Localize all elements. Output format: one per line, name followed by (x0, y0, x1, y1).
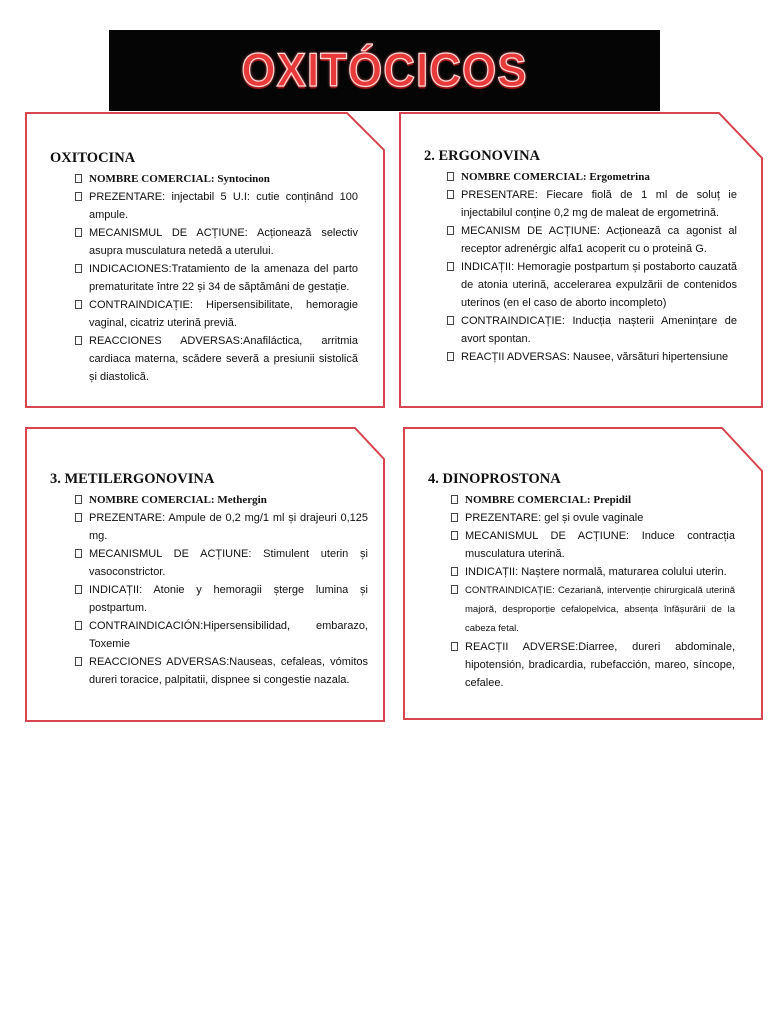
checkbox-icon (75, 585, 82, 594)
checkbox-icon (447, 262, 454, 271)
checkbox-icon (75, 549, 82, 558)
checkbox-icon (447, 226, 454, 235)
list-item: PREZENTARE: Ampule de 0,2 mg/1 ml și drajeuri 0,125 mg. (75, 509, 368, 545)
list-item: PREZENTARE: gel și ovule vaginale (451, 509, 735, 527)
list-item: INDICACIONES:Tratamiento de la amenaza del parto prematuritate între 22 și 34 de săptămâni de gestație. (75, 260, 358, 296)
checkbox-icon (75, 495, 82, 504)
checkbox-icon (447, 172, 454, 181)
checkbox-icon (75, 228, 82, 237)
list-item: CONTRAINDICAȚIE: Hipersensibilitate, hemoragie vaginal, cicatriz uterină previă. (75, 296, 358, 332)
list-item: MECANISMUL DE ACȚIUNE: Induce contracția musculatura uterină. (451, 527, 735, 563)
card-dinoprostona (403, 427, 763, 720)
list-item: CONTRAINDICACIÓN:Hipersensibilidad, embarazo, Toxemie (75, 617, 368, 653)
checkbox-icon (451, 513, 458, 522)
list-item: CONTRAINDICAȚIE: Cezariană, intervenție chirurgicală uterină majoră, desproporție cefalopelvica, absența înfășurării de la cabeza fetal. (451, 581, 735, 638)
card-title: 3. METILERGONOVINA (50, 471, 215, 487)
checkbox-icon (75, 657, 82, 666)
checkbox-icon (447, 190, 454, 199)
card-items (447, 168, 737, 366)
checkbox-icon (451, 642, 458, 651)
list-item: REACCIONES ADVERSAS:Nauseas, cefaleas, vómitos dureri toracice, palpitatii, dispnee si congestie nazala. (75, 653, 368, 689)
checkbox-icon (447, 352, 454, 361)
list-item: INDICAȚII: Atonie y hemoragii șterge lumina și postpartum. (75, 581, 368, 617)
checkbox-icon (451, 585, 458, 594)
card-title: 2. ERGONOVINA (424, 148, 541, 164)
list-item: REACȚII ADVERSE:Diarree, dureri abdominale, hipotensión, bradicardia, rubefacción, mareo, síncope, cefalee. (451, 638, 735, 692)
checkbox-icon (75, 192, 82, 201)
checkbox-icon (75, 264, 82, 273)
list-item: INDICAȚII: Hemoragie postpartum și postaborto cauzată de atonia uterină, accelerarea expulzării de contenidos uterinos (en el caso de aborto incompleto) (447, 258, 737, 312)
checkbox-icon (75, 336, 82, 345)
checkbox-icon (451, 567, 458, 576)
card-title: 4. DINOPROSTONA (428, 471, 561, 487)
list-item: NOMBRE COMERCIAL: Methergin (75, 491, 368, 509)
title-banner (109, 30, 660, 111)
list-item: INDICAȚII: Naștere normală, maturarea colului uterin. (451, 563, 735, 581)
checkbox-icon (451, 495, 458, 504)
checkbox-icon (75, 300, 82, 309)
card-ergonovina (399, 112, 763, 408)
page-title: OXITÓCICOS (241, 43, 528, 97)
list-item: NOMBRE COMERCIAL: Prepidil (451, 491, 735, 509)
card-items (75, 170, 358, 386)
checkbox-icon (75, 174, 82, 183)
list-item: CONTRAINDICAȚIE: Inducția nașterii Amenințare de avort spontan. (447, 312, 737, 348)
checkbox-icon (451, 531, 458, 540)
list-item: REACCIONES ADVERSAS:Anafiláctica, arritmia cardiaca materna, scădere severă a presiunii sistolică și diastolică. (75, 332, 358, 386)
list-item: REACȚII ADVERSAS: Nausee, vărsături hipertensiune (447, 348, 737, 366)
list-item: PRESENTARE: Fiecare fiolă de 1 ml de soluț ie injectabilul conține 0,2 mg de maleat de ergometrină. (447, 186, 737, 222)
checkbox-icon (75, 513, 82, 522)
list-item: MECANISMUL DE ACȚIUNE: Stimulent uterin și vasoconstrictor. (75, 545, 368, 581)
checkbox-icon (75, 621, 82, 630)
card-metilergonovina (25, 427, 385, 722)
list-item: NOMBRE COMERCIAL: Syntocinon (75, 170, 358, 188)
checkbox-icon (447, 316, 454, 325)
list-item: PREZENTARE: injectabil 5 U.I: cutie conținând 100 ampule. (75, 188, 358, 224)
list-item: MECANISM DE ACȚIUNE: Acționează ca agonist al receptor adrenérgic alfa1 acoperit cu o proteină G. (447, 222, 737, 258)
card-items (451, 491, 735, 692)
list-item: NOMBRE COMERCIAL: Ergometrina (447, 168, 737, 186)
list-item: MECANISMUL DE ACȚIUNE: Acționează selectiv asupra musculatura netedă a uterului. (75, 224, 358, 260)
card-oxitocina (25, 112, 385, 408)
card-title: OXITOCINA (50, 150, 136, 166)
card-items (75, 491, 368, 689)
